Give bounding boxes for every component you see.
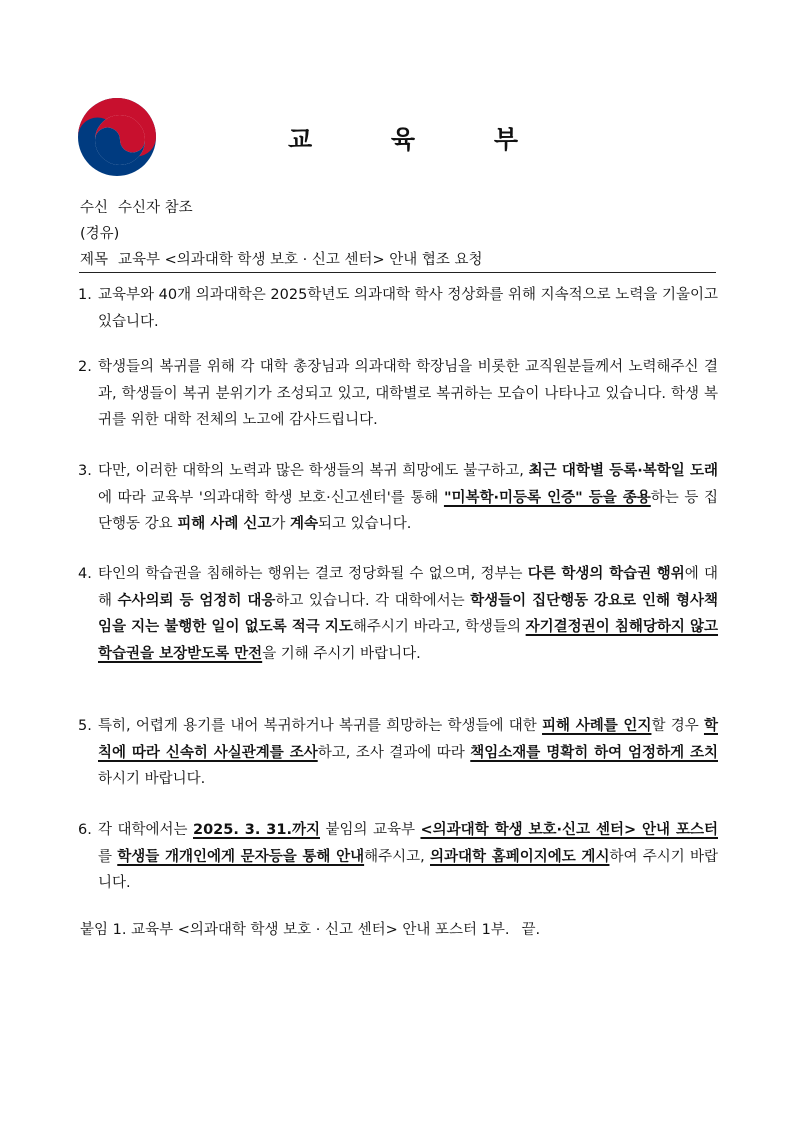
emphasis-underlined-segment: 책임소재를 명확히 하여 엄정하게 조치 — [470, 744, 718, 761]
paragraph-body — [98, 817, 718, 897]
emphasis-bold-segment: 계속 — [290, 516, 319, 532]
text-segment: 되고 있습니다. — [318, 516, 412, 532]
text-segment: 해주시고, — [364, 848, 430, 865]
org-title-char: 교 — [288, 125, 313, 154]
org-title-char: 부 — [493, 125, 518, 154]
recipient-value: 수신자 참조 — [118, 200, 193, 216]
paragraph-1 — [78, 282, 718, 335]
attachment-line — [80, 918, 540, 942]
emphasis-bold-segment: 피해 사례 신고 — [177, 516, 272, 532]
text-segment: 교육부와 40개 의과대학은 2025학년도 의과대학 학사 정상화를 위해 지속적으로 노력을 기울이고 있습니다. — [98, 287, 718, 330]
emphasis-underlined-segment: 학칙에 따라 신속히 사실관계를 조사 — [98, 718, 718, 761]
taegeuk-emblem-icon — [76, 96, 158, 178]
text-segment: 할 경우 — [651, 718, 704, 734]
end-mark: 끝. — [521, 922, 541, 938]
text-segment: 하시기 바랍니다. — [98, 771, 206, 787]
text-segment: 타인의 학습권을 침해하는 행위는 결코 정당화될 수 없으며, 정부는 — [98, 566, 528, 582]
emphasis-underlined-segment: 자기결정권이 침해당하지 않고 학습권을 보장받도록 만전 — [98, 619, 719, 662]
text-segment: 에 따라 교육부 '의과대학 학생 보호·신고센터'를 통해 — [98, 489, 444, 506]
emphasis-bold-segment: 최근 대학별 등록·복학일 도래 — [528, 463, 718, 479]
paragraph-number: 3. — [78, 463, 92, 479]
paragraph-number: 4. — [78, 566, 92, 582]
paragraph-body — [98, 458, 718, 538]
paragraph-number: 5. — [78, 718, 92, 734]
paragraph-3 — [78, 458, 718, 538]
text-segment: 학생들의 복귀를 위해 각 대학 총장님과 의과대학 학장님을 비롯한 교직원분들께서 노력해주신 결과, 학생들이 복귀 분위기가 조성되고 있고, 대학별로 복귀하는 모습이 나타나고 있습니다. 학생 복귀를 위한 대학 전체의 노고에 감사드립니다. — [98, 359, 718, 428]
emphasis-underlined-segment: <의과대학 학생 보호·신고 센터> 안내 포스터 — [420, 822, 718, 838]
text-segment: 특히, 어렵게 용기를 내어 복귀하거나 복귀를 희망하는 학생들에 대한 — [98, 718, 543, 734]
paragraph-body — [98, 354, 718, 434]
via-label: (경유) — [80, 226, 120, 242]
text-segment: 을 기해 주시기 바랍니다. — [262, 645, 421, 662]
text-segment: 하여 주시기 바랍니다. — [98, 848, 718, 891]
attachment-text: 붙임 1. 교육부 <의과대학 학생 보호 · 신고 센터> 안내 포스터 1부. — [80, 922, 510, 938]
subject-label: 제목 — [80, 252, 109, 268]
recipient-line — [80, 198, 193, 218]
text-segment: 하고 있습니다. 각 대학에서는 — [275, 592, 471, 609]
subject-value: 교육부 <의과대학 학생 보호 · 신고 센터> 안내 협조 요청 — [118, 252, 483, 268]
emphasis-bold-segment: 수사의뢰 등 엄정히 대응 — [117, 592, 276, 609]
paragraph-6 — [78, 817, 718, 897]
emphasis-underlined-segment: 학생들 개개인에게 문자등을 통해 안내 — [117, 848, 365, 865]
text-segment: 해주시기 바라고, 학생들의 — [352, 619, 526, 635]
text-segment: 를 — [98, 848, 118, 865]
text-segment: 붙임의 교육부 — [320, 822, 421, 838]
emphasis-underlined-segment: "미복학·미등록 인증" 등을 종용 — [443, 489, 651, 506]
emphasis-bold-segment: 학생들이 집단행동 강요로 인해 형사책임을 지는 불행한 일이 없도록 적극 지도 — [98, 592, 718, 635]
text-segment: 하는 등 집단행동 강요 — [98, 489, 718, 532]
paragraph-body — [98, 282, 718, 335]
paragraph-number: 2. — [78, 359, 92, 375]
text-segment: 각 대학에서는 — [98, 822, 193, 838]
emphasis-bold-segment: 다른 학생의 학습권 행위 — [527, 566, 685, 582]
paragraph-number: 1. — [78, 287, 92, 303]
text-segment: 하고, 조사 결과에 따라 — [317, 744, 471, 761]
text-segment: 에 대해 — [98, 566, 718, 609]
paragraph-body — [98, 561, 718, 667]
paragraph-4 — [78, 561, 718, 667]
emphasis-underlined-segment: 피해 사례를 인지 — [542, 718, 652, 734]
paragraph-number: 6. — [78, 822, 92, 838]
paragraph-5 — [78, 713, 718, 793]
paragraph-2 — [78, 354, 718, 434]
paragraph-body — [98, 713, 718, 793]
via-line — [80, 224, 119, 244]
emphasis-underlined-segment: 의과대학 홈페이지에도 게시 — [430, 848, 610, 865]
text-segment: 가 — [271, 516, 291, 532]
text-segment: 다만, 이러한 대학의 노력과 많은 학생들의 복귀 희망에도 불구하고, — [98, 463, 529, 479]
emphasis-underlined-segment: 2025. 3. 31.까지 — [193, 822, 320, 838]
issuing-organization-title — [288, 120, 518, 156]
recipient-label: 수신 — [80, 200, 109, 216]
subject-line — [80, 250, 483, 270]
org-title-char: 육 — [390, 125, 416, 154]
subject-divider — [79, 272, 716, 273]
